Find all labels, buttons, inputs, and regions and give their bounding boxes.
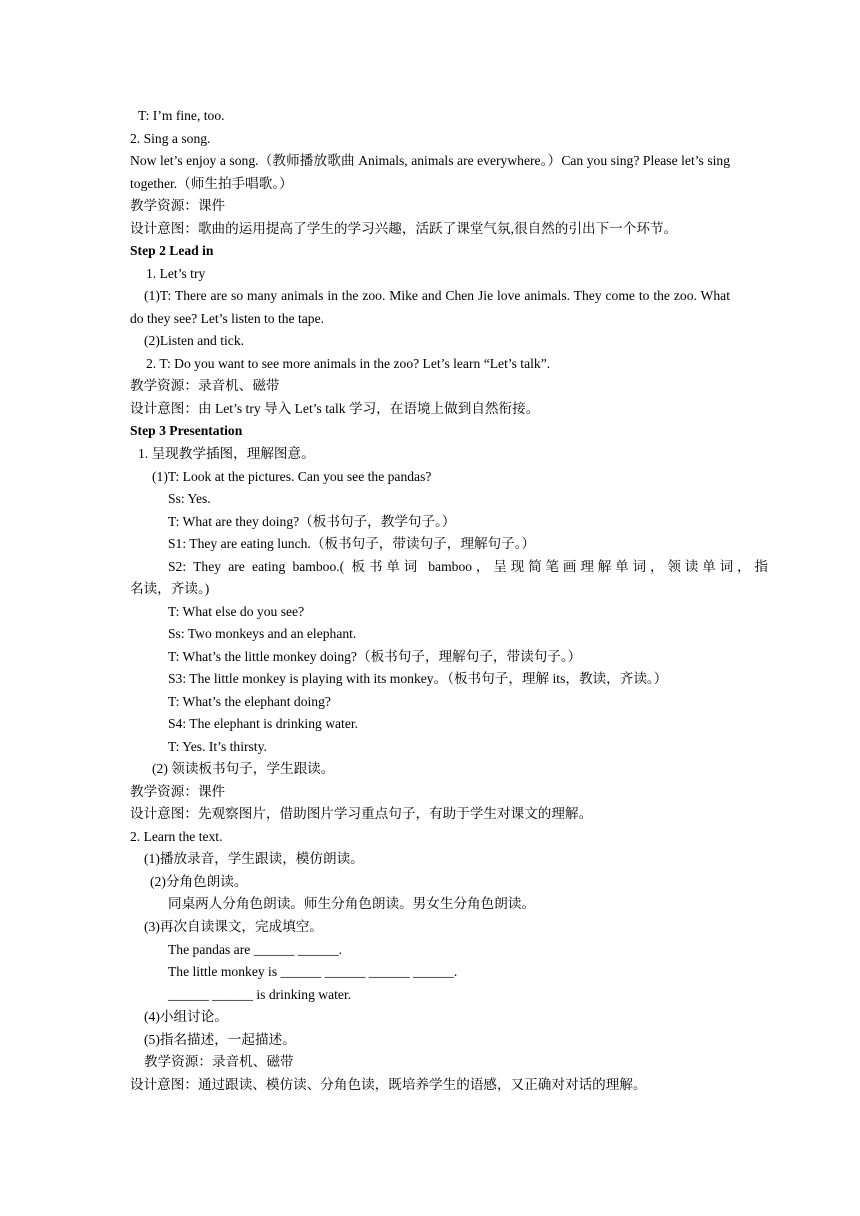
text-line: T: Yes. It’s thirsty. [168, 739, 267, 754]
text-line: 2. Learn the text. [130, 829, 223, 844]
text-line: 教学资源：课件 [130, 784, 226, 799]
step-heading: Step 3 Presentation [130, 423, 243, 438]
text-line: T: What’s the elephant doing? [168, 694, 331, 709]
text-line: (1)T: Look at the pictures. Can you see the pandas? [152, 469, 432, 484]
text-line: 2. Sing a song. [130, 131, 211, 146]
text-line: S4: The elephant is drinking water. [168, 716, 359, 731]
fill-in-blank-line: The little monkey is ______ ______ ______ ______. [168, 964, 458, 979]
text-line: (2) 领读板书句子，学生跟读。 [152, 761, 335, 776]
step-heading: Step 2 Lead in [130, 243, 214, 258]
text-line: S1: They are eating lunch.（板书句子，带读句子，理解句子。） [168, 536, 536, 551]
paragraph: Now let’s enjoy a song.（教师播放歌曲 Animals, animals are everywhere。）Can you sing? Please let’s sing together.（师生拍手唱歌。） [130, 153, 730, 191]
text-line: T: What are they doing?（板书句子，教学句子。） [168, 514, 456, 529]
text-line: Ss: Yes. [168, 491, 211, 506]
text-line: 教学资源：课件 [130, 198, 226, 213]
fill-in-blank-line: The pandas are ______ ______. [168, 942, 343, 957]
text-line: 设计意图：先观察图片，借助图片学习重点句子，有助于学生对课文的理解。 [130, 806, 593, 821]
text-line: 设计意图：歌曲的运用提高了学生的学习兴趣，活跃了课堂气氛,很自然的引出下一个环节。 [130, 221, 678, 236]
text-line: (4)小组讨论。 [144, 1009, 228, 1024]
text-line: (2)Listen and tick. [144, 333, 245, 348]
text-line: T: What else do you see? [168, 604, 305, 619]
text-line: 名读，齐读。) [130, 581, 210, 596]
text-line: 设计意图：通过跟读、模仿读、分角色读，既培养学生的语感，又正确对对话的理解。 [130, 1077, 647, 1092]
text-line: T: What’s the little monkey doing?（板书句子，理解句子，带读句子。） [168, 649, 582, 664]
fill-in-blank-line: ______ ______ is drinking water. [168, 987, 352, 1002]
text-line: (5)指名描述，一起描述。 [144, 1032, 296, 1047]
text-line: 同桌两人分角色朗读。师生分角色朗读。男女生分角色朗读。 [168, 896, 536, 911]
text-line: T: I’m fine, too. [138, 108, 225, 123]
text-line: 教学资源：录音机、磁带 [144, 1054, 294, 1069]
paragraph: (1)T: There are so many animals in the zoo. Mike and Chen Jie love animals. They come to the zoo. What do they see? Let’s listen to the tape. [130, 288, 730, 326]
text-line: S3: The little monkey is playing with its monkey。（板书句子，理解 its，教读，齐读。） [168, 671, 668, 686]
text-line: 教学资源：录音机、磁带 [130, 378, 280, 393]
text-line: S2: They are eating bamboo.( 板书单词 bamboo，呈现简笔画理解单词，领读单词，指 [168, 559, 768, 574]
text-line: 2. T: Do you want to see more animals in the zoo? Let’s learn “Let’s talk”. [146, 356, 551, 371]
text-line: 1. 呈现教学插图，理解图意。 [138, 446, 315, 461]
text-line: (1)播放录音，学生跟读，模仿朗读。 [144, 851, 364, 866]
text-line: (3)再次自读课文，完成填空。 [144, 919, 323, 934]
text-line: Ss: Two monkeys and an elephant. [168, 626, 357, 641]
text-line: 1. Let’s try [146, 266, 206, 281]
text-line: (2)分角色朗读。 [150, 874, 248, 889]
text-line: 设计意图：由 Let’s try 导入 Let’s talk 学习，在语境上做到自然衔接。 [130, 401, 540, 416]
